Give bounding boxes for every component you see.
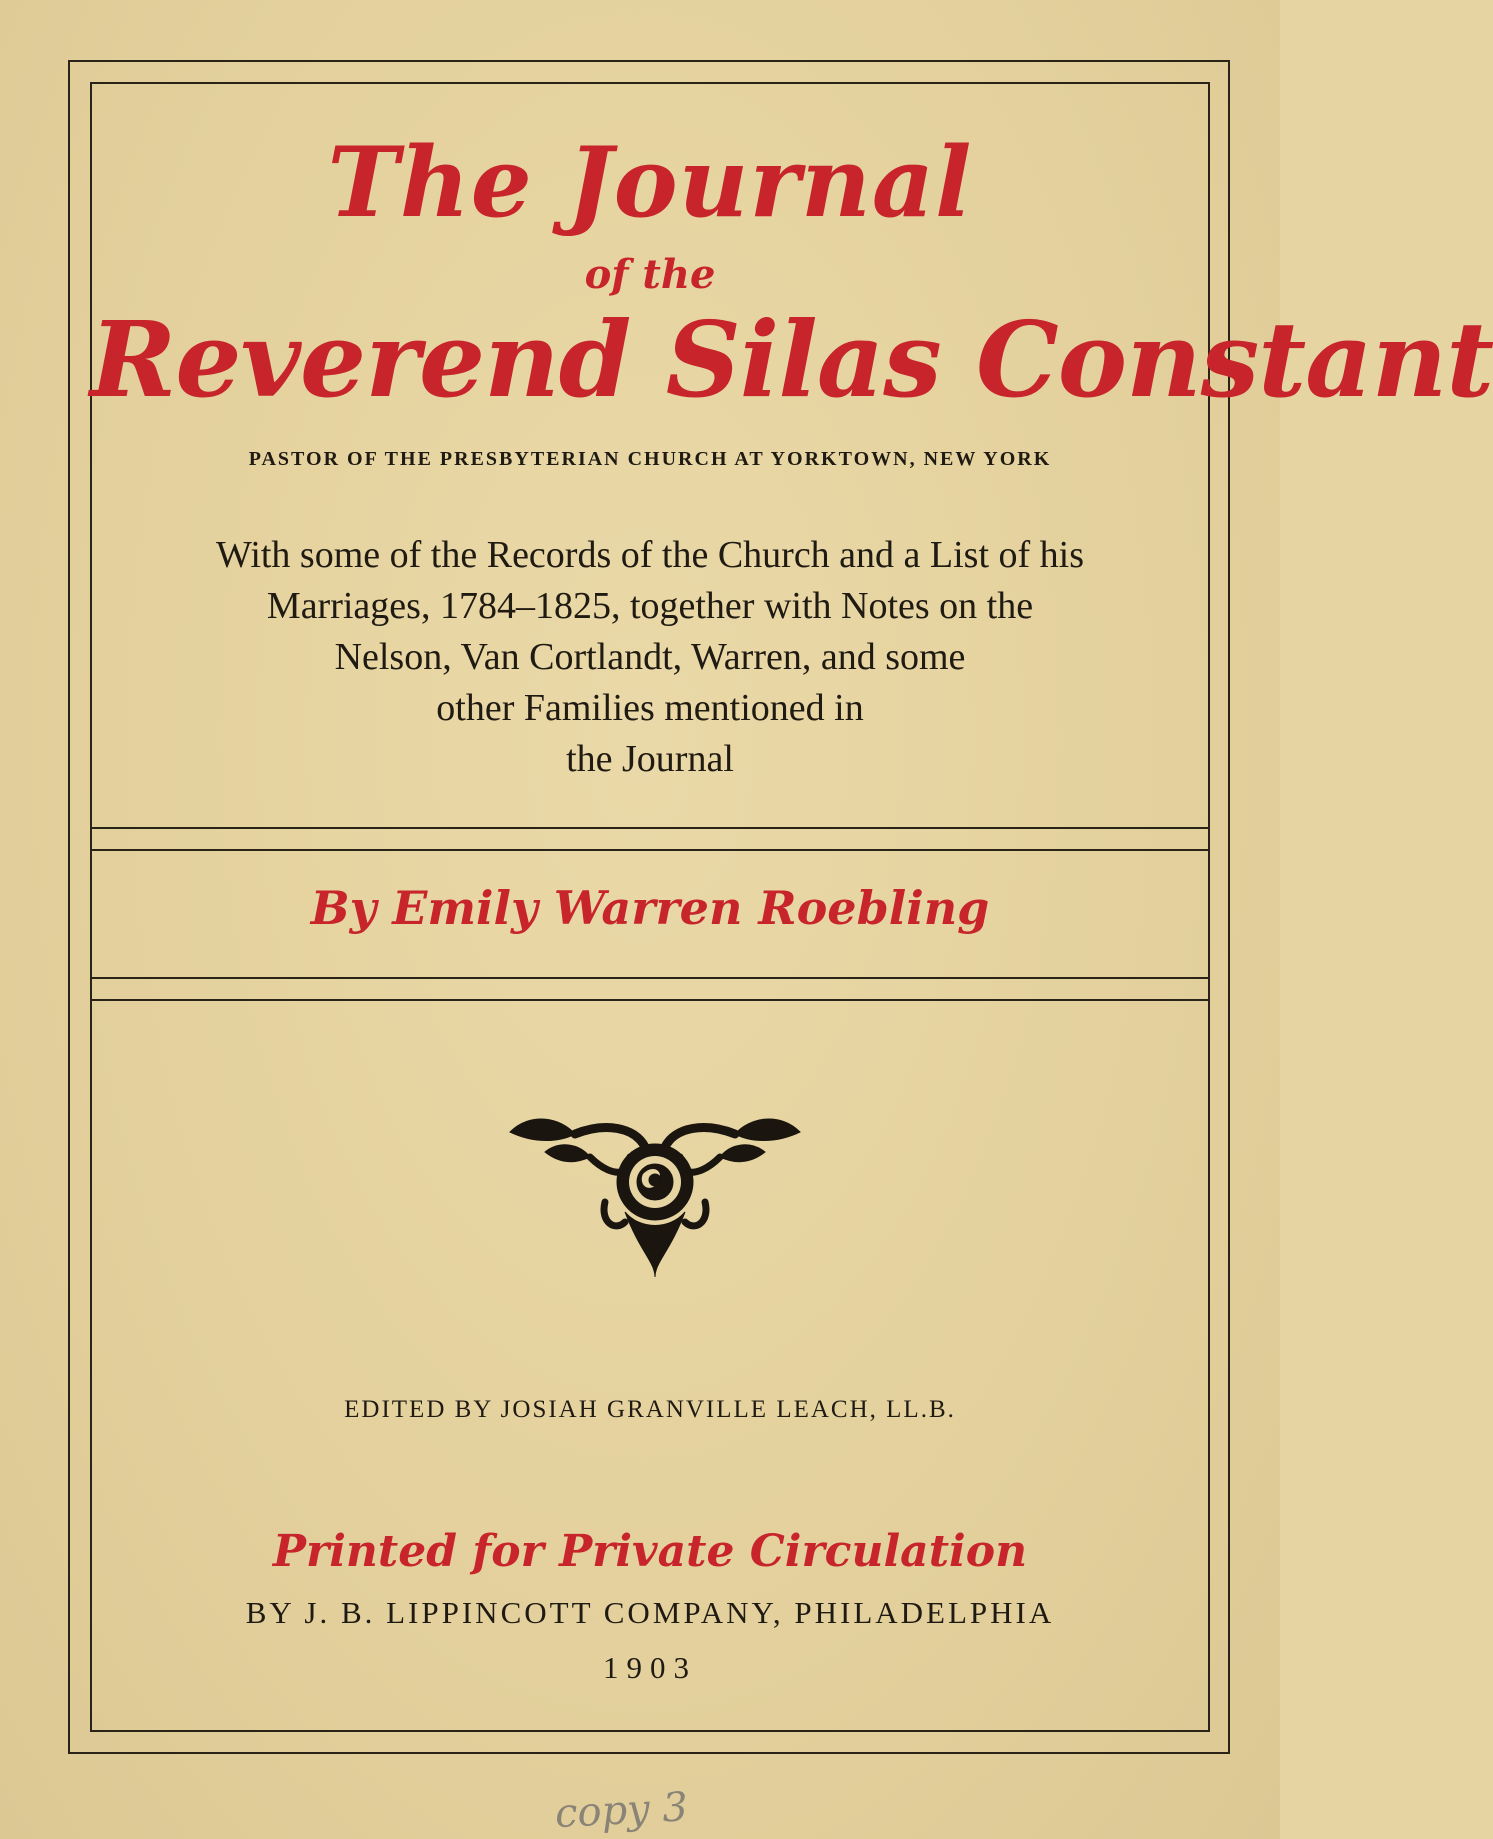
description-line: Marriages, 1784–1825, together with Notes on the: [266, 585, 1034, 627]
title-the-journal: The Journal: [327, 126, 973, 239]
title-of-the: of the: [584, 251, 716, 298]
description-block: [115, 530, 1185, 785]
printed-for-line: Printed for Private Circulation: [272, 1526, 1028, 1577]
subtitle-pastor: PASTOR OF THE PRESBYTERIAN CHURCH AT YORKTOWN, NEW YORK: [248, 448, 1052, 470]
divider-rule-3: [90, 977, 1210, 979]
description-line: the Journal: [566, 738, 734, 780]
description-line: other Families mentioned in: [436, 687, 864, 729]
divider-rule-2: [90, 849, 1210, 851]
publisher-line: BY J. B. LIPPINCOTT COMPANY, PHILADELPHIA: [245, 1595, 1055, 1630]
title-reverend-silas-constant: Reverend Silas Constant: [90, 298, 1493, 421]
editor-line: EDITED BY JOSIAH GRANVILLE LEACH, LL.B.: [344, 1396, 956, 1423]
description-line: With some of the Records of the Church and a List of his: [215, 534, 1085, 576]
divider-rule-1: [90, 827, 1210, 829]
divider-rule-4: [90, 999, 1210, 1001]
author-line: By Emily Warren Roebling: [310, 881, 990, 935]
handwritten-copy-note: copy 3: [553, 1784, 689, 1838]
floral-ornament-icon: [505, 1112, 805, 1282]
description-line: Nelson, Van Cortlandt, Warren, and some: [334, 636, 966, 678]
publication-year: 1903: [603, 1650, 697, 1685]
